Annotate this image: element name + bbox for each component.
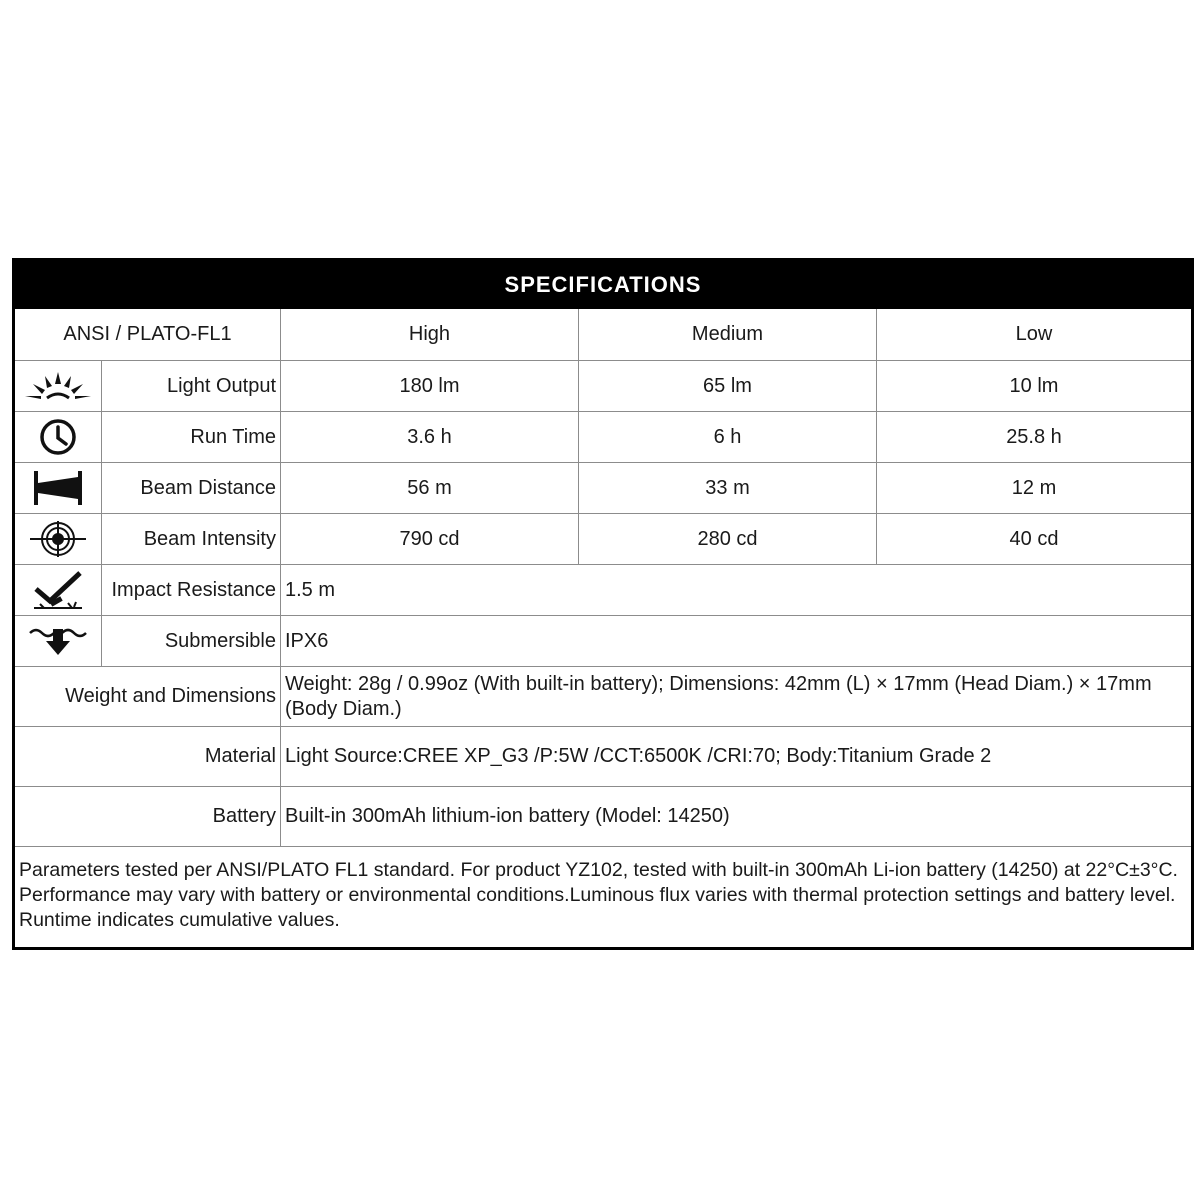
row-label: Battery: [212, 805, 276, 827]
standard-header: ANSI / PLATO-FL1: [63, 323, 232, 345]
water-icon: [15, 616, 101, 666]
table-cell: 1.5 m: [285, 579, 336, 601]
table-cell: 12 m: [1011, 477, 1057, 499]
impact-icon: [15, 565, 101, 615]
clock-icon: [15, 412, 101, 462]
row-label: Run Time: [190, 426, 276, 448]
row-label: Weight and Dimensions: [65, 685, 276, 707]
table-cell: 25.8 h: [1006, 426, 1062, 448]
mode-high-header: High: [408, 323, 451, 345]
row-label: Impact Resistance: [111, 579, 276, 601]
mode-low-header: Low: [1015, 323, 1053, 345]
table-cell: 180 lm: [399, 375, 460, 397]
table-cell: 33 m: [705, 477, 750, 499]
row-label: Beam Distance: [140, 477, 276, 499]
table-cell: 56 m: [407, 477, 452, 499]
table-cell: 10 lm: [1009, 375, 1059, 397]
row-divider: [15, 846, 1191, 847]
row-label: Material: [204, 745, 276, 767]
table-title: SPECIFICATIONS: [15, 261, 1191, 309]
target-icon: [15, 514, 101, 564]
table-cell: 40 cd: [1009, 528, 1059, 550]
row-label: Beam Intensity: [143, 528, 276, 550]
table-cell: Weight: 28g / 0.99oz (With built-in battery); Dimensions: 42mm (L) × 17mm (Head Diam.) × 17mm (Body Diam.): [285, 672, 1152, 720]
table-cell: 3.6 h: [407, 426, 452, 448]
table-cell: 280 cd: [697, 528, 758, 550]
mode-medium-header: Medium: [691, 323, 764, 345]
table-cell: 790 cd: [399, 528, 460, 550]
table-cell: 6 h: [713, 426, 742, 448]
table-cell: IPX6: [285, 630, 329, 652]
row-label: Light Output: [167, 375, 276, 397]
specifications-table: [12, 258, 1194, 950]
table-cell: 65 lm: [703, 375, 752, 397]
footnote: Parameters tested per ANSI/PLATO FL1 standard. For product YZ102, tested with built-in 300mAh Li-ion battery (14250) at 22°C±3°C. Performance may vary with battery or environmental conditions.Luminous flux varies with thermal protection settings and battery level. Runtime indicates cumulative values.: [19, 859, 1178, 931]
beam-distance-icon: [15, 463, 101, 513]
light-output-icon: [15, 361, 101, 411]
row-label: Submersible: [164, 630, 276, 652]
table-cell: Built-in 300mAh lithium-ion battery (Model: 14250): [285, 805, 730, 827]
table-cell: Light Source:CREE XP_G3 /P:5W /CCT:6500K /CRI:70; Body:Titanium Grade 2: [285, 745, 992, 767]
